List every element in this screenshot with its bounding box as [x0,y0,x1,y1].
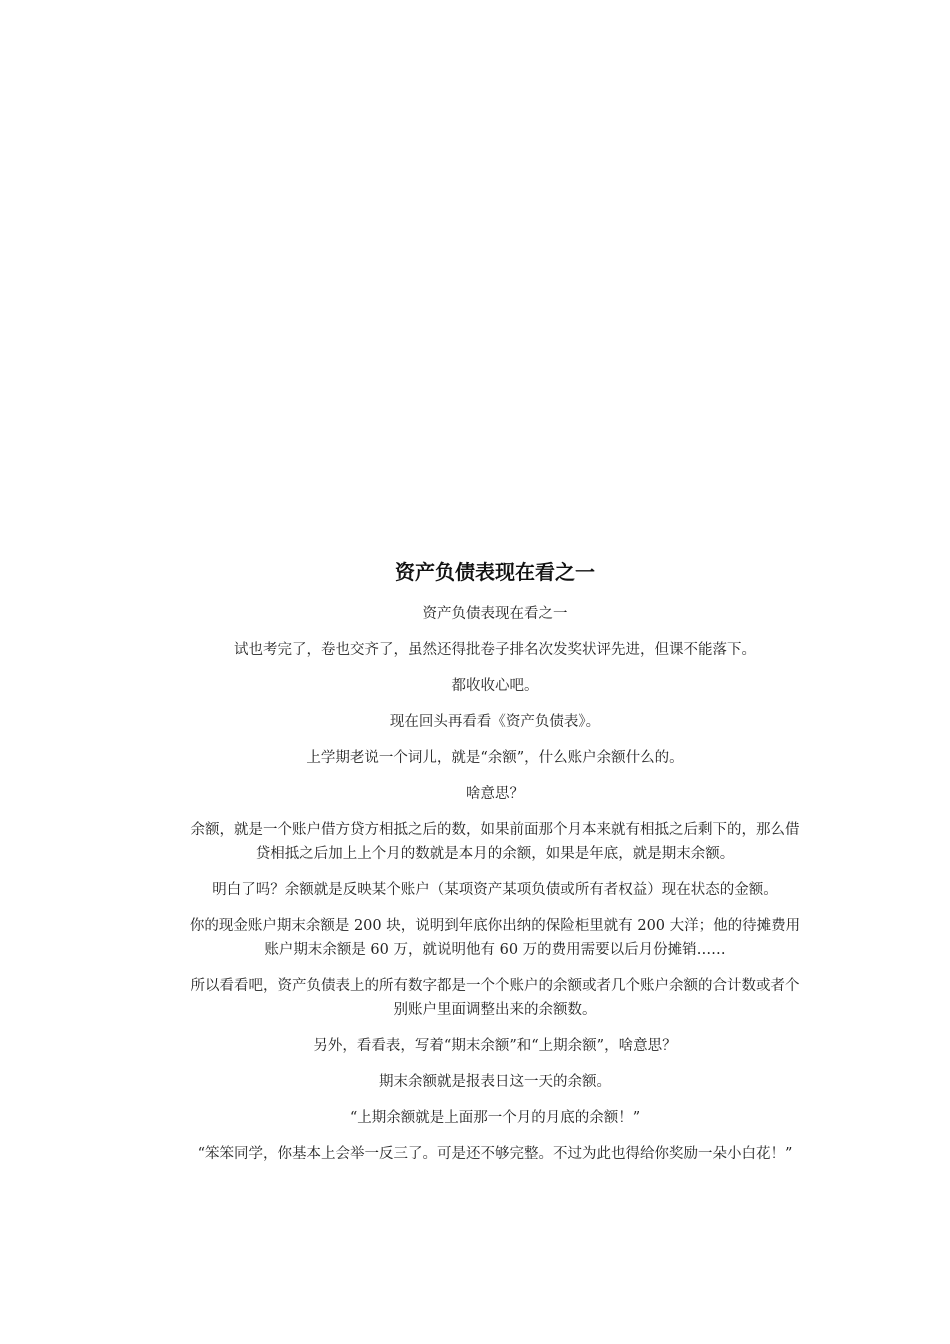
paragraph: 资产负债表现在看之一 [422,606,568,622]
document-body [180,556,810,1178]
paragraph: 期末余额就是报表日这一天的余额。 [379,1074,611,1090]
paragraph: “笨笨同学，你基本上会举一反三了。可是还不够完整。不过为此也得给你奖励一朵小白花！” [197,1146,793,1162]
paragraph: 余额，就是一个账户借方贷方相抵之后的数，如果前面那个月本来就有相抵之后剩下的，那么借贷相抵之后加上上个月的数就是本月的余额，如果是年底，就是期末余额。 [190,822,800,862]
paragraph: 另外，看看表，写着“期末余额”和“上期余额”，啥意思？ [313,1038,677,1054]
paragraph: 试也考完了，卷也交齐了，虽然还得批卷子排名次发奖状评先进，但课不能落下。 [234,642,756,658]
paragraph: 明白了吗？余额就是反映某个账户（某项资产某项负债或所有者权益）现在状态的金额。 [212,882,778,898]
paragraph: 现在回头再看看《资产负债表》。 [389,714,601,730]
paragraph: 啥意思？ [466,786,524,802]
paragraph: 上学期老说一个词儿，就是“余额”，什么账户余额什么的。 [306,750,684,766]
paragraph: 所以看看吧，资产负债表上的所有数字都是一个个账户的余额或者几个账户余额的合计数或者个别账户里面调整出来的余额数。 [190,978,800,1018]
paragraph: 都收收心吧。 [451,678,539,694]
paragraph: “上期余额就是上面那一个月的月底的余额！” [349,1110,641,1126]
paragraph: 你的现金账户期末余额是 200 块，说明到年底你出纳的保险柜里就有 200 大洋；他的待摊费用账户期末余额是 60 万，就说明他有 60 万的费用需要以后月份摊销…… [189,918,801,958]
document-title: 资产负债表现在看之一 [395,560,595,584]
